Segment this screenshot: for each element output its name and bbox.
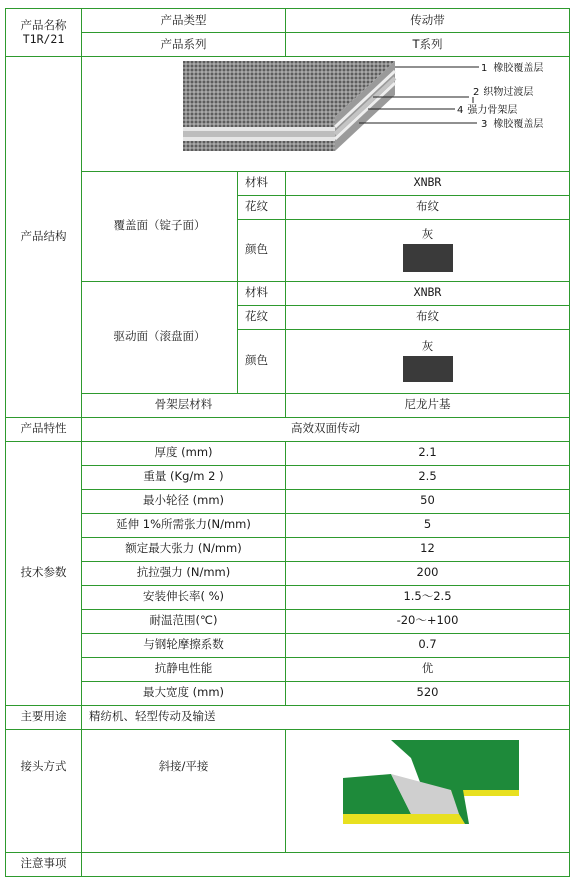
tech-label: 技术参数 [6,441,82,705]
belt-layer-diagram [83,57,569,167]
tech-param-value: -20～+100 [286,609,570,633]
tech-param-value: 2.5 [286,465,570,489]
cover-material-value: XNBR [286,171,570,195]
joint-lower-edge [343,814,465,824]
drive-pattern-label: 花纹 [238,305,286,329]
tech-param-name: 最小轮径 (mm) [82,489,286,513]
product-name-value: T1R/21 [22,31,65,46]
drive-material-value: XNBR [286,281,570,305]
tech-param-name: 抗静电性能 [82,657,286,681]
tech-param-value: 5 [286,513,570,537]
tech-param-value: 0.7 [286,633,570,657]
tech-param-value: 优 [286,657,570,681]
drive-color-swatch [403,356,453,382]
layer-top-cover [183,117,335,127]
cover-color-swatch [403,244,453,272]
tech-param-name: 重量 (Kg/m 2 ) [82,465,286,489]
svg-text:4强力骨架层 [457,103,517,116]
layer-fabric-transition [183,127,335,131]
diagram-label-4-text: 强力骨架层 [466,105,517,116]
notes-label: 注意事项 [6,852,82,876]
notes-value [82,852,570,876]
product-name-label: 产品名称 [20,17,67,32]
drive-face-label: 驱动面（滚盘面） [82,281,238,393]
feature-label: 产品特性 [6,417,82,441]
tech-param-name: 安装伸长率( %) [82,585,286,609]
tech-param-name: 最大宽度 (mm) [82,681,286,705]
drive-material-label: 材料 [238,281,286,305]
layer-bottom-cover [183,141,335,151]
tech-param-name: 延伸 1%所需张力(N/mm) [82,513,286,537]
drive-color-cell [286,329,570,393]
layer-strength [183,131,335,137]
diagram-label-1-num: 1 [480,63,487,74]
tech-param-value: 2.1 [286,441,570,465]
product-series-label: 产品系列 [82,33,286,57]
cover-pattern-label: 花纹 [238,195,286,219]
tech-param-name: 抗拉强力 (N/mm) [82,561,286,585]
tech-param-name: 厚度 (mm) [82,441,286,465]
skeleton-material-label: 骨架层材料 [82,393,286,417]
structure-diagram-cell [82,57,570,172]
cover-material-label: 材料 [238,171,286,195]
tech-param-name: 耐温范围(℃) [82,609,286,633]
spec-sheet [5,8,569,877]
diagram-label-2-text: 织物过渡层 [482,87,533,98]
tech-param-value: 200 [286,561,570,585]
diagram-label-3-num: 3 [480,119,487,130]
product-type-value: 传动带 [286,9,570,33]
usage-label: 主要用途 [6,705,82,729]
tech-param-value: 520 [286,681,570,705]
product-series-value: T系列 [286,33,570,57]
tech-param-name: 与钢轮摩擦系数 [82,633,286,657]
product-name-cell [6,9,82,57]
joint-label: 接头方式 [6,729,82,852]
joint-diagram [287,730,569,848]
diagram-label-4-num: 4 [456,105,463,116]
joint-value: 斜接/平接 [82,729,286,852]
cover-face-label: 覆盖面（锭子面） [82,171,238,281]
cover-pattern-value: 布纹 [286,195,570,219]
product-type-label: 产品类型 [82,9,286,33]
skeleton-material-value: 尼龙片基 [286,393,570,417]
tech-param-value: 12 [286,537,570,561]
usage-value: 精纺机、轻型传动及输送 [82,705,570,729]
tech-param-value: 1.5～2.5 [286,585,570,609]
structure-label: 产品结构 [6,57,82,418]
svg-text:1橡胶覆盖层 [481,61,543,74]
drive-color-label: 颜色 [238,329,286,393]
spec-table [5,8,570,877]
layer-fabric-transition-2 [183,137,335,141]
tech-param-value: 50 [286,489,570,513]
drive-pattern-value: 布纹 [286,305,570,329]
diagram-label-1-text: 橡胶覆盖层 [492,63,543,74]
diagram-label-3-text: 橡胶覆盖层 [492,119,543,130]
joint-diagram-cell [286,729,570,852]
tech-param-name: 额定最大张力 (N/mm) [82,537,286,561]
diagram-label-2-num: 2 [472,87,479,98]
cover-color-value: 灰 [421,227,434,242]
cover-color-cell [286,219,570,281]
svg-text:2织物过渡层 [473,85,533,98]
drive-color-value: 灰 [421,339,434,354]
svg-text:3橡胶覆盖层 [481,117,543,130]
cover-color-label: 颜色 [238,219,286,281]
feature-value: 高效双面传动 [82,417,570,441]
